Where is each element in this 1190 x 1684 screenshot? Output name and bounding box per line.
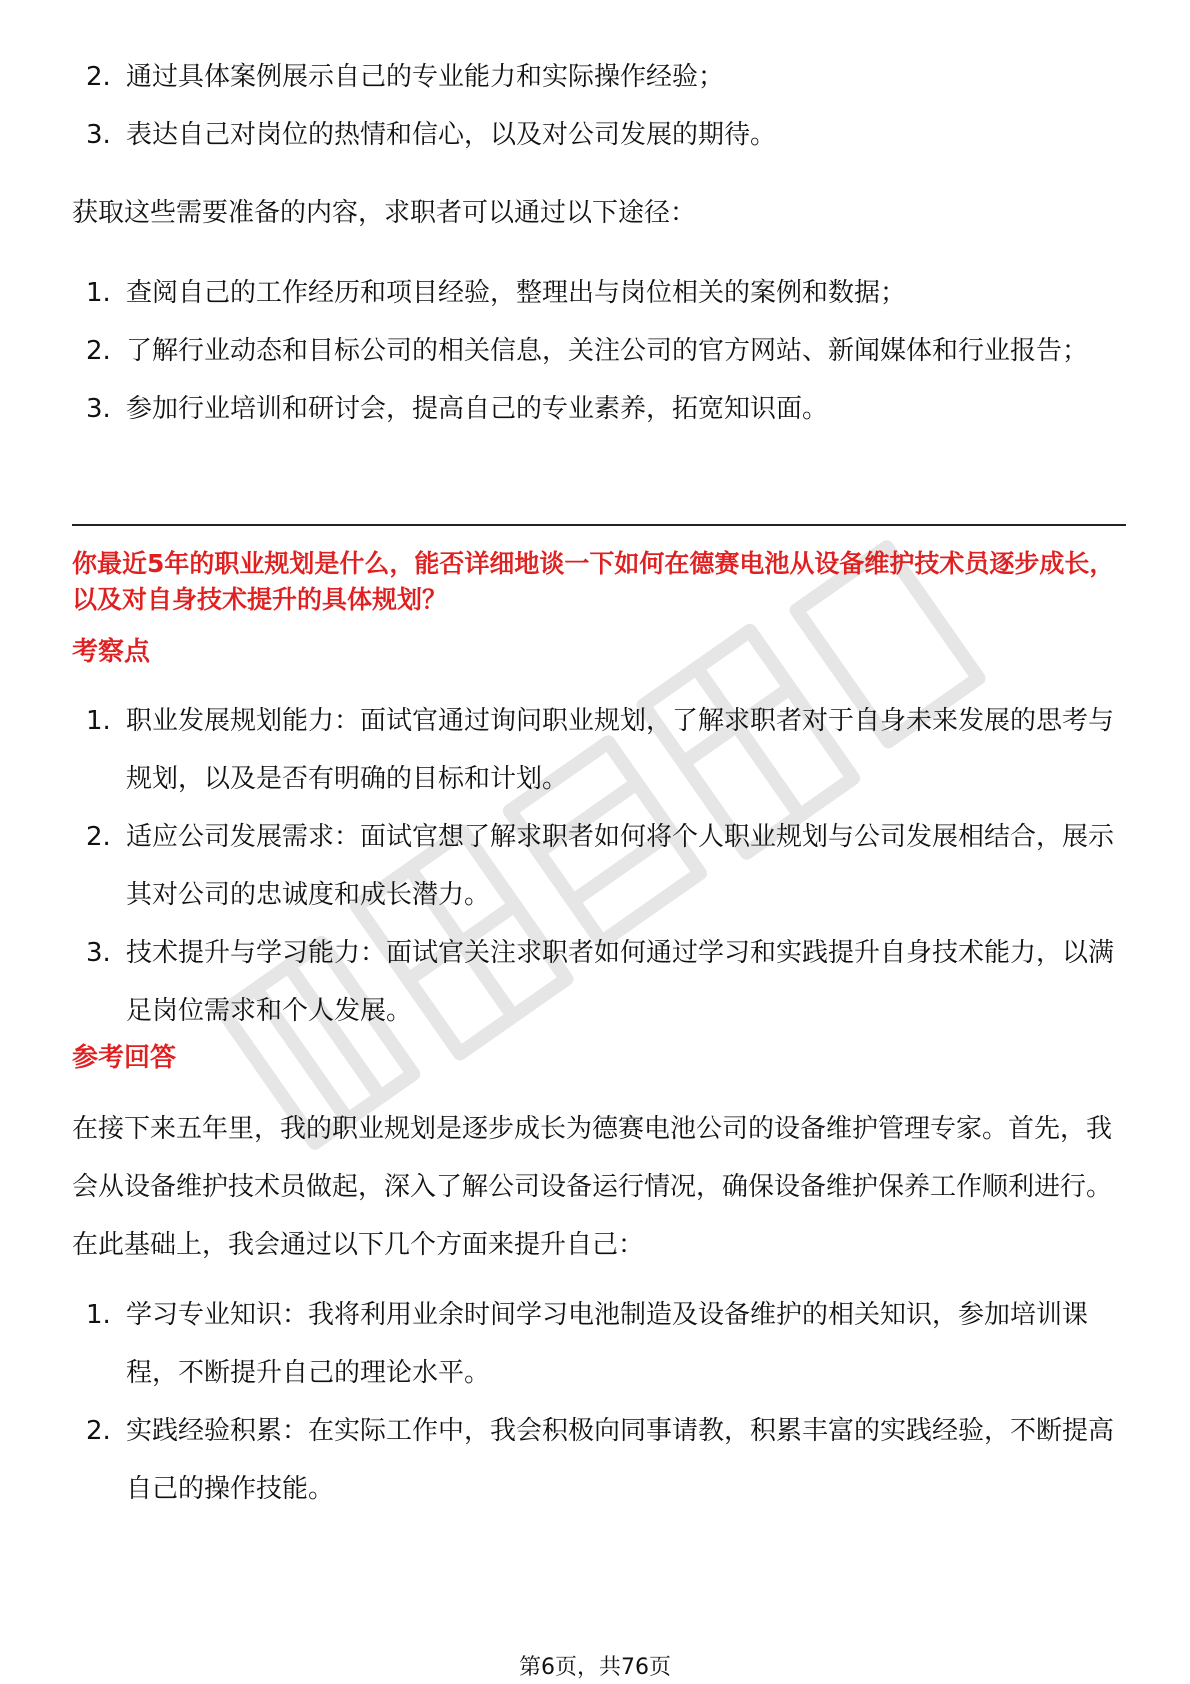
list-item: 2. 适应公司发展需求：面试官想了解求职者如何将个人职业规划与公司发展相结合，展示其对公司的忠诚度和成长潜力。 — [86, 822, 1115, 910]
prep-list-continued — [72, 48, 1122, 164]
list-item: 2. 了解行业动态和目标公司的相关信息，关注公司的官方网站、新闻媒体和行业报告； — [86, 336, 1089, 366]
list-item: 3. 参加行业培训和研讨会，提高自己的专业素养，拓宽知识面。 — [86, 394, 829, 424]
section-divider — [72, 524, 1126, 526]
list-item: 3. 技术提升与学习能力：面试官关注求职者如何通过学习和实践提升自身技术能力，以满足岗位需求和个人发展。 — [86, 938, 1115, 1026]
paths-intro: 获取这些需要准备的内容，求职者可以通过以下途径： — [72, 198, 697, 228]
section-heading-answer: 参考回答 — [72, 1043, 177, 1073]
list-item: 1. 职业发展规划能力：面试官通过询问职业规划，了解求职者对于自身未来发展的思考与规划，以及是否有明确的目标和计划。 — [86, 706, 1115, 794]
paths-list — [72, 264, 1122, 438]
page-footer: 第6页，共76页 — [519, 1655, 671, 1680]
list-item: 1. 查阅自己的工作经历和项目经验，整理出与岗位相关的案例和数据； — [86, 278, 907, 308]
section-heading-points: 考察点 — [72, 637, 151, 667]
answer-list — [72, 1286, 1122, 1518]
question-title: 你最近5年的职业规划是什么，能否详细地谈一下如何在德赛电池从设备维护技术员逐步成长，以及对自身技术提升的具体规划？ — [72, 549, 1115, 614]
points-list — [72, 692, 1122, 1040]
list-item: 3. 表达自己对岗位的热情和信心，以及对公司发展的期待。 — [86, 120, 777, 150]
answer-paragraph: 在接下来五年里，我的职业规划是逐步成长为德赛电池公司的设备维护管理专家。首先，我会从设备维护技术员做起，深入了解公司设备运行情况，确保设备维护保养工作顺利进行。在此基础上，我会通过以下几个方面来提升自己： — [72, 1114, 1113, 1260]
list-item: 2. 通过具体案例展示自己的专业能力和实际操作经验； — [86, 62, 725, 92]
list-item: 1. 学习专业知识：我将利用业余时间学习电池制造及设备维护的相关知识，参加培训课程，不断提升自己的理论水平。 — [86, 1300, 1089, 1388]
list-item: 2. 实践经验积累：在实际工作中，我会积极向同事请教，积累丰富的实践经验，不断提高自己的操作技能。 — [86, 1416, 1115, 1504]
